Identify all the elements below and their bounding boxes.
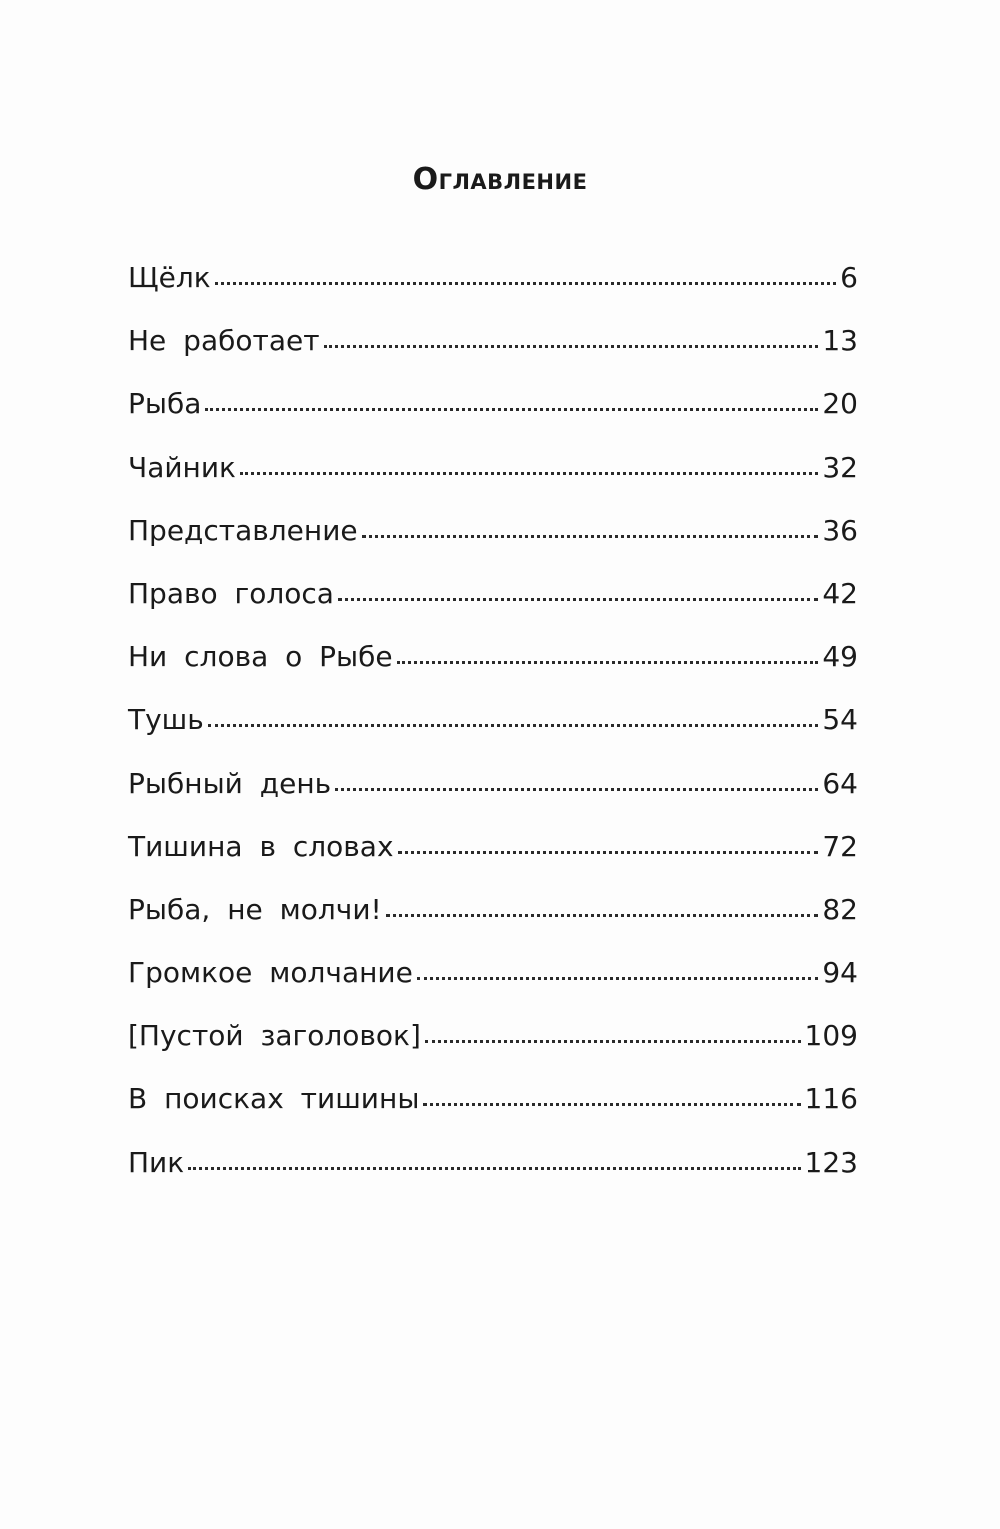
toc-dot-leader	[362, 533, 819, 538]
toc-entry-title: Громкое молчание	[128, 956, 413, 990]
toc-entry-page: 20	[822, 387, 858, 421]
toc-entry-title: Рыба	[128, 387, 202, 421]
toc-entry-page: 36	[822, 513, 858, 547]
toc-entry-page: 54	[822, 703, 858, 737]
toc-entry[interactable]	[128, 764, 858, 827]
toc-entry-title: Тишина в словах	[128, 829, 394, 863]
toc-entry-title: Тушь	[128, 703, 204, 737]
toc-entry[interactable]	[128, 700, 858, 763]
toc-entry-page: 94	[822, 956, 858, 990]
toc-dot-leader	[425, 1038, 801, 1043]
toc-entry-page: 13	[822, 324, 858, 358]
table-of-contents	[128, 258, 858, 1206]
toc-entry[interactable]	[128, 384, 858, 447]
toc-dot-leader	[335, 786, 818, 791]
toc-entry[interactable]	[128, 827, 858, 890]
toc-dot-leader	[398, 849, 819, 854]
toc-entry-title: Не работает	[128, 324, 320, 358]
toc-dot-leader	[240, 470, 818, 475]
toc-entry[interactable]	[128, 1016, 858, 1079]
toc-dot-leader	[205, 406, 818, 411]
toc-entry-title: Ни слова о Рыбе	[128, 640, 393, 674]
toc-entry-title: Право голоса	[128, 576, 334, 610]
toc-dot-leader	[188, 1165, 800, 1170]
toc-entry[interactable]	[128, 953, 858, 1016]
toc-entry-page: 116	[804, 1082, 858, 1116]
toc-entry[interactable]	[128, 890, 858, 953]
toc-entry-title: Рыбный день	[128, 766, 332, 800]
toc-entry[interactable]	[128, 511, 858, 574]
toc-dot-leader	[397, 659, 819, 664]
toc-dot-leader	[215, 280, 837, 285]
toc-entry-page: 72	[822, 829, 858, 863]
toc-entry[interactable]	[128, 574, 858, 637]
toc-entry-title: Щёлк	[128, 261, 211, 294]
toc-entry[interactable]	[128, 448, 858, 511]
toc-entry-page: 82	[822, 892, 858, 926]
toc-entry[interactable]	[128, 1143, 858, 1206]
toc-entry-page: 109	[804, 1019, 858, 1053]
toc-dot-leader	[417, 975, 819, 980]
toc-entry-title: В поисках тишины	[128, 1082, 420, 1116]
page-title: Оглавление	[412, 162, 588, 198]
toc-dot-leader	[208, 722, 819, 727]
toc-entry-page: 6	[840, 261, 858, 294]
toc-entry-page: 123	[804, 1145, 858, 1179]
toc-dot-leader	[423, 1101, 800, 1106]
toc-entry-title: Рыба, не молчи!	[128, 892, 382, 926]
toc-entry-title: Пик	[128, 1145, 185, 1179]
toc-entry[interactable]	[128, 637, 858, 700]
toc-entry-title: Чайник	[128, 450, 236, 484]
toc-entry-page: 64	[822, 766, 858, 800]
toc-entry-page: 42	[822, 576, 858, 610]
toc-entry-page: 49	[822, 640, 858, 674]
toc-dot-leader	[338, 596, 818, 601]
toc-entry[interactable]	[128, 1079, 858, 1142]
toc-entry[interactable]	[128, 321, 858, 384]
toc-entry[interactable]	[128, 258, 858, 321]
toc-dot-leader	[324, 343, 819, 348]
toc-entry-page: 32	[822, 450, 858, 484]
toc-dot-leader	[386, 912, 819, 917]
toc-entry-title: Представление	[128, 513, 358, 547]
toc-entry-title: [Пустой заголовок]	[128, 1019, 421, 1053]
